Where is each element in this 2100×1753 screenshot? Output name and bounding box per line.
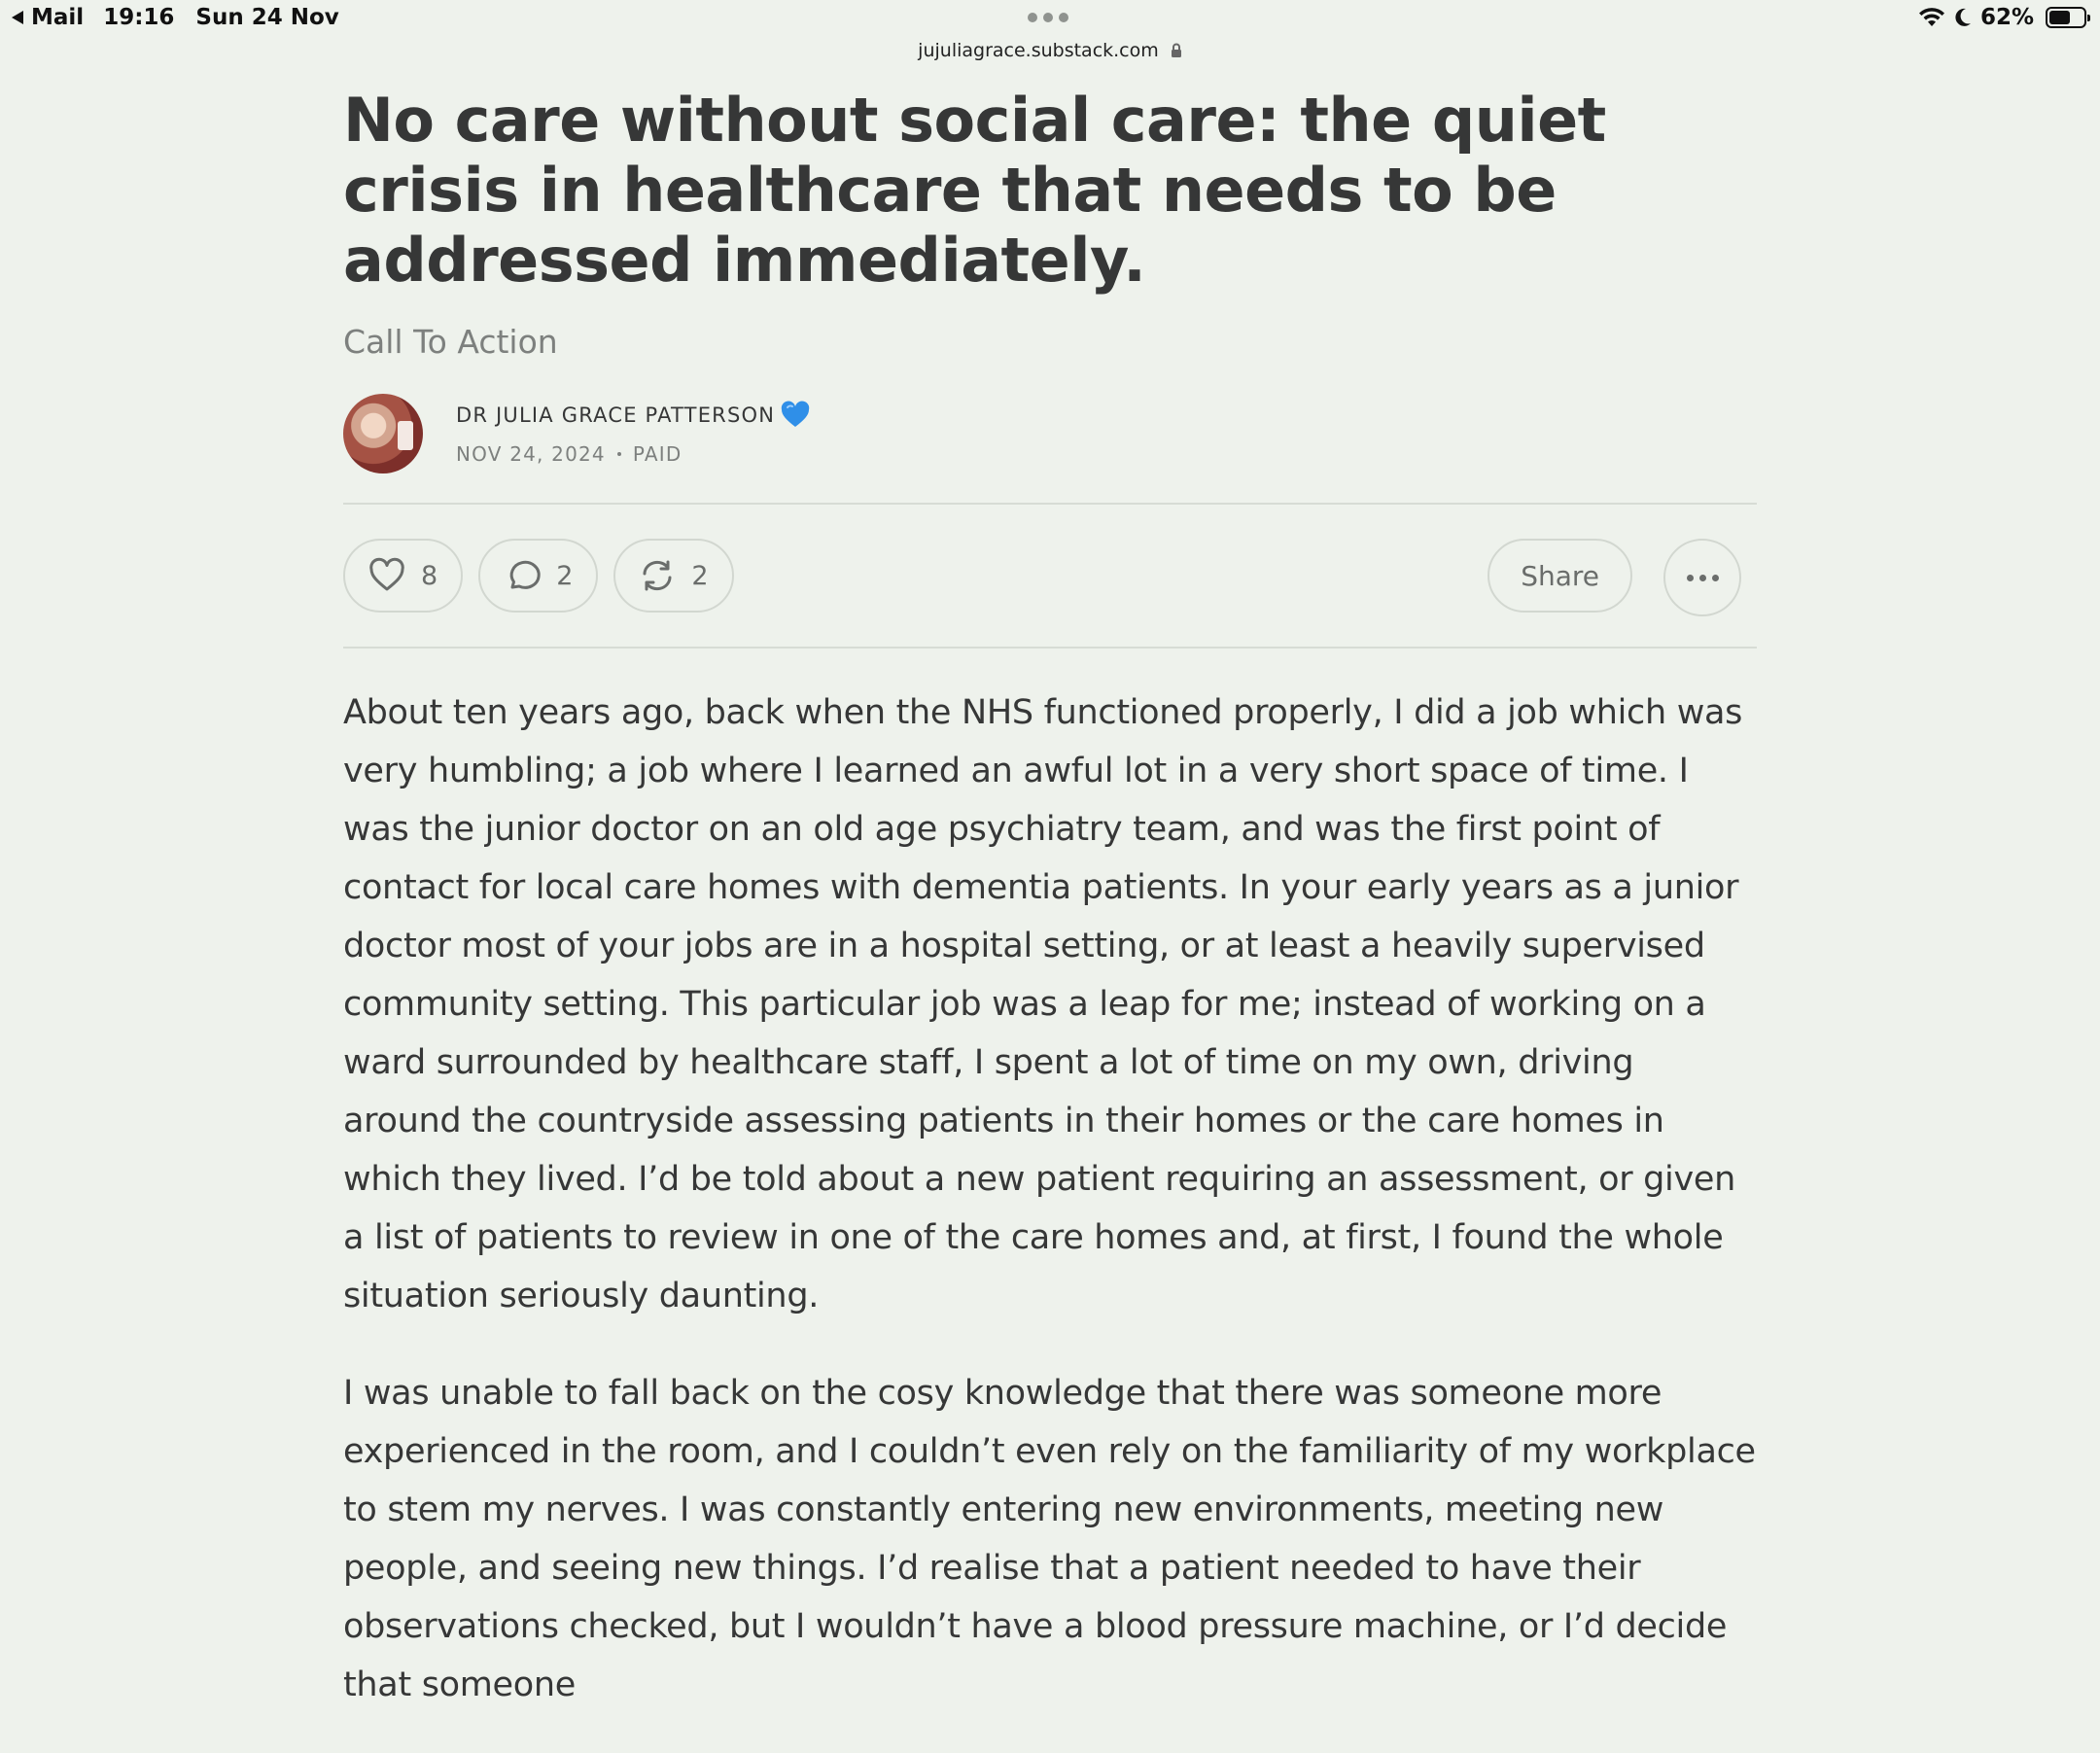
author-name-row[interactable] [456, 402, 810, 429]
action-bar [343, 505, 1757, 647]
battery-percent: 62% [1979, 5, 2034, 30]
restack-button[interactable] [613, 539, 733, 613]
blue-heart-icon [781, 402, 810, 429]
moon-icon [1953, 7, 1973, 28]
wifi-icon [1918, 7, 1945, 28]
byline [343, 394, 1757, 473]
access-badge: PAID [632, 442, 682, 466]
url-text[interactable]: jujuliagrace.substack.com [918, 40, 1159, 61]
status-bar-left [12, 5, 339, 30]
paragraph: I was unable to fall back on the cosy knowledge that there was someone more experienced in the room, and I couldn’t even rely on the familiarity of my workplace to stem my nerves. I was constantly entering new environments, meeting new people, and seeing new things. I’d realise that a patient needed to have their observations checked, but I wouldn’t have a blood pressure machine, or I’d decide that someone [343, 1374, 1756, 1704]
url-bar[interactable] [0, 40, 2100, 61]
divider-bottom [343, 647, 1757, 649]
comment-bubble-icon [504, 558, 541, 593]
status-date: Sun 24 Nov [195, 5, 339, 30]
comment-count: 2 [556, 560, 574, 591]
lock-icon [1171, 43, 1182, 58]
article [343, 86, 1757, 1753]
battery-icon [2046, 7, 2086, 28]
restack-icon [639, 558, 676, 593]
comment-button[interactable] [478, 539, 598, 613]
article-body [343, 684, 1757, 1714]
more-dots-icon[interactable] [1663, 539, 1741, 616]
author-name[interactable]: DR JULIA GRACE PATTERSON [456, 403, 776, 427]
byline-text [456, 402, 810, 466]
share-button[interactable] [1488, 539, 1632, 613]
back-arrow-icon[interactable] [12, 11, 23, 24]
back-app-label[interactable]: Mail [31, 5, 85, 30]
like-button[interactable] [343, 539, 463, 613]
restack-count: 2 [691, 560, 709, 591]
article-subtitle: Call To Action [343, 323, 558, 361]
battery-fill [2049, 11, 2070, 24]
article-date: NOV 24, 2024 [456, 442, 606, 466]
article-meta [456, 442, 810, 466]
share-label: Share [1521, 559, 1599, 592]
status-bar [0, 0, 2100, 39]
multitasking-dots[interactable] [1028, 13, 1068, 22]
meta-separator [617, 452, 621, 456]
like-count: 8 [421, 560, 438, 591]
heart-icon [368, 558, 405, 593]
status-time: 19:16 [103, 5, 175, 30]
status-bar-right [1918, 5, 2086, 30]
share-controls [1488, 539, 1757, 616]
paragraph: About ten years ago, back when the NHS functioned properly, I did a job which was very humbling; a job where I learned an awful lot in a very short space of time. I was the junior doctor on an old age psychiatry team, and was the first point of contact for local care homes with dementia patients. In your early years as a junior doctor most of your jobs are in a hospital setting, or at least a heavily supervised community setting. This particular job was a leap for me; instead of working on a ward surrounded by healthcare staff, I spent a lot of time on my own, driving around the countryside assessing patients in their homes or the care homes in which they lived. I’d be told about a new patient requiring an assessment, or given a list of patients to review in one of the care homes and, at first, I found the whole situation seriously daunting. [343, 693, 1743, 1315]
article-title: No care without social care: the quiet crisis in healthcare that needs to be addressed immediately. [343, 85, 1606, 296]
author-avatar[interactable] [343, 394, 423, 473]
